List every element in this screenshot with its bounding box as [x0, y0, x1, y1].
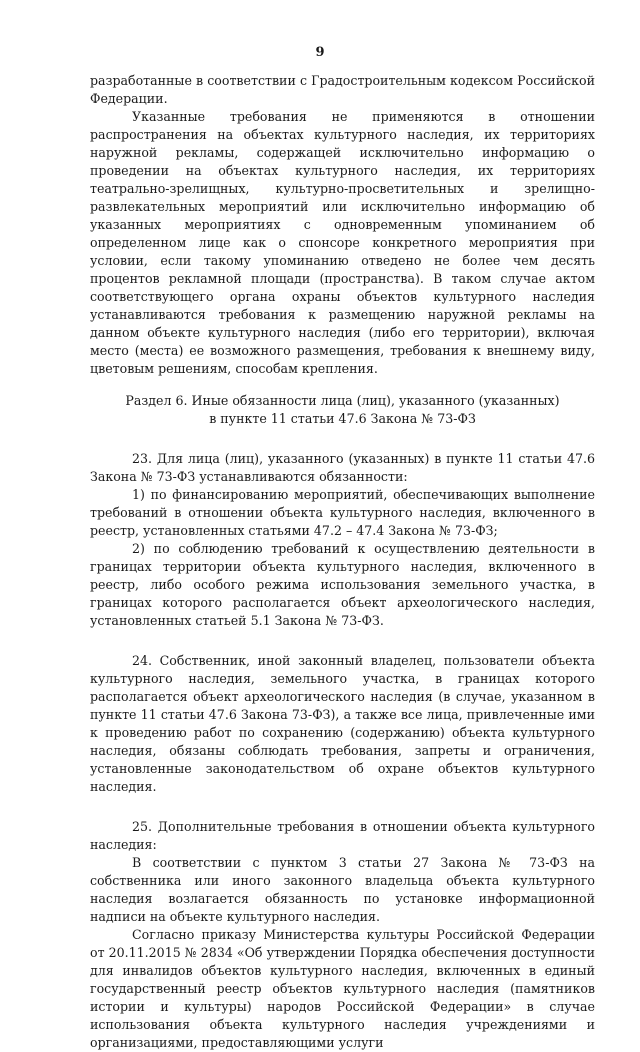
document-body — [90, 72, 595, 1052]
item-25-paragraph-2: Согласно приказу Министерства культуры Российской Федерации от 20.11.2015 № 2834 «Об утверждении Порядка обеспечения доступности для инвалидов объектов культурного наследия, включенных в единый государственный реестр объектов культурного наследия (памятников истории и культуры) народов Российской Федерации» в случае использования объекта культурного наследия учреждениями и организациями, предоставляющими услуги — [90, 927, 595, 1050]
item-25-paragraph-1: В соответствии с пунктом 3 статьи 27 Закона № 73-ФЗ на собственника или иного законного владельца объекта культурного наследия возлагается обязанность по установке информационной надписи на объекте культурного наследия. — [90, 855, 595, 924]
page-number: 9 — [315, 45, 325, 60]
section-heading-line-2: в пункте 11 статьи 47.6 Закона № 73-ФЗ — [209, 411, 476, 426]
item-23-subitem-2: 2) по соблюдению требований к осуществлению деятельности в границах территории объекта культурного наследия, включенного в реестр, либо особого режима использования земельного участка, в границах которого располагается объект археологического наследия, установленных статьей 5.1 Закона № 73-ФЗ. — [90, 541, 595, 628]
item-24: 24. Собственник, иной законный владелец, пользователи объекта культурного наследия, земельного участка, в границах которого располагается объект археологического наследия (в случае, указанном в пункте 11 статьи 47.6 Закона 73-ФЗ), а также все лица, привлеченные ими к проведению работ по сохранению (содержанию) объекта культурного наследия, обязаны соблюдать требования, запреты и ограничения, установленные законодательством об охране объектов культурного наследия. — [90, 653, 595, 794]
item-23-subitem-1: 1) по финансированию мероприятий, обеспечивающих выполнение требований в отношении объекта культурного наследия, включенного в реестр, установленных статьями 47.2 – 47.4 Закона № 73-ФЗ; — [90, 487, 595, 538]
section-heading-line-1: Раздел 6. Иные обязанности лица (лиц), указанного (указанных) — [125, 393, 560, 408]
paragraph-continuation: разработанные в соответствии с Градостроительным кодексом Российской Федерации. — [90, 73, 595, 106]
item-25-intro: 25. Дополнительные требования в отношении объекта культурного наследия: — [90, 819, 595, 852]
paragraph-advertising-exception: Указанные требования не применяются в отношении распространения на объектах культурного наследия, их территориях наружной рекламы, содержащей исключительно информацию о проведении на объектах культурного наследия, их территориях театрально-зрелищных, культурно-просветительных и зрелищно-развлекательных мероприятий или исключительно информацию об указанных мероприятиях с одновременным упоминанием об определенном лице как о спонсоре конкретного мероприятия при условии, если такому упоминанию отведено не более чем десять процентов рекламной площади (пространства). В таком случае актом соответствующего органа охраны объектов культурного наследия устанавливаются требования к размещению наружной рекламы на данном объекте культурного наследия (либо его территории), включая место (места) ее возможного размещения, требования к внешнему виду, цветовым решениям, способам крепления. — [90, 109, 595, 376]
item-23-intro: 23. Для лица (лиц), указанного (указанных) в пункте 11 статьи 47.6 Закона № 73-ФЗ устанавливаются обязанности: — [90, 451, 595, 484]
section-heading — [90, 392, 595, 428]
